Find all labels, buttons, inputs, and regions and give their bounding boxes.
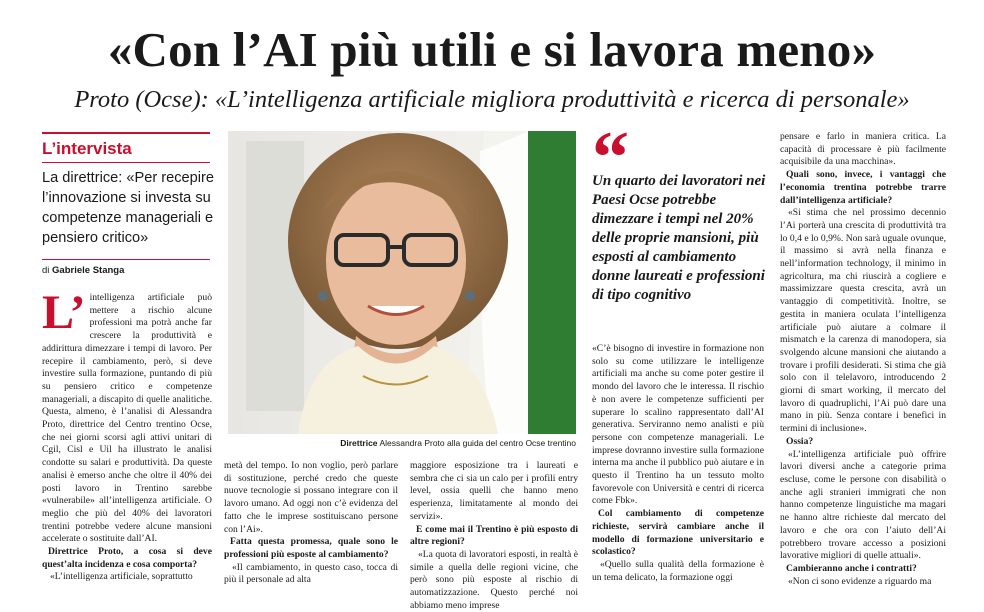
interview-question: Fatta questa promessa, quale sono le professioni più esposte al cambiamento? <box>224 536 398 560</box>
article-paragraph: maggiore esposizione tra i laureati e sembra che ci sia un calo per i profili entry level, ossia quelli che hanno meno esperienza, limitatamente al mondo dei servizi». <box>410 460 578 522</box>
interview-question: Quali sono, invece, i vantaggi che l’economia trentina potrebbe trarre dall’intelligenza artificiale? <box>780 169 946 206</box>
article-paragraph: «Il cambiamento, in questo caso, tocca di più il personale ad alta <box>224 561 398 586</box>
teaser-rule <box>42 162 210 163</box>
photo-caption <box>228 437 576 449</box>
caption-role: Direttrice <box>340 438 378 448</box>
article-paragraph: pensare e farlo in maniera critica. La capacità di processare è più facilmente acquisibile da una macchina». <box>780 131 946 168</box>
pull-quote: Un quarto dei lavoratori nei Paesi Ocse potrebbe dimezzare i tempi nel 20% delle proprie mansioni, più esposti al cambiamento donne laureati e professioni di tipo cognitivo <box>592 173 766 303</box>
section-rule <box>42 132 210 134</box>
article-column-2 <box>224 460 398 598</box>
interview-question: E come mai il Trentino è più esposto di altre regioni? <box>410 523 578 548</box>
article-column-4 <box>592 343 764 598</box>
byline-author: Gabriele Stanga <box>52 265 125 276</box>
quote-mark-icon: “ <box>592 117 629 199</box>
byline-rule <box>42 259 210 260</box>
drop-cap: L’ <box>42 286 86 339</box>
article-column-3 <box>410 460 578 611</box>
article-paragraph: «L’intelligenza artificiale, soprattutto <box>50 571 193 583</box>
article-paragraph: metà del tempo. Io non voglio, però parlare di sostituzione, perché credo che queste nuove tecnologie si possano integrare con il lavoro umano. Ad oggi non c’è evidenza del fatto che le imprese sostituiscano persone con l’Ai». <box>224 460 398 535</box>
interview-question: Direttrice Proto, a cosa si deve quest’alta incidenza e cosa comporta? <box>42 546 212 570</box>
interview-question: Col cambiamento di competenze richieste, servirà cambiare anche il modello di formazione universitario e scolastico? <box>592 508 764 558</box>
article-paragraph: «Si stima che nel prossimo decennio l’Ai porterà una crescita di produttività tra lo 0,4 e lo 0,9%. Non sarà uguale ovunque, il massimo si avrà nella finanza e nell’information technology, il minimo in agricoltura, ma chi riuscirà a cogliere e massimizzare questa crescita, avrà un vantaggio di competitività. Inoltre, se gestita in maniera oculata l’intelligenza artificiale può aiutare a colmare il mismatch e la carenza di manodopera, sia svolgendo alcune mansioni che aiutando a trovare i profili desiderati. Si stima che già solo con il telelavoro, introducendo 2 giorni di smart working, il mercato del lavoro di quadruplichi, l’Ai può dare una mano in più. Senza contare i benefici in termini di inclusione». <box>780 207 946 435</box>
article-column-5 <box>780 131 946 598</box>
article-paragraph: «C’è bisogno di investire in formazione non solo su come utilizzare le intelligenze artificiali ma anche su come poter gestire il mondo del lavoro che le interessa. Il rischio è non avere le competenze sufficienti per superare lo scalino rappresentato dall’AI generativa. Serviranno nemo analisti e più persone con competenze manageriali. Le imprese dovranno investire sulla formazione interna ma anche il pubblico può aiutare e in questo il Trentino ha un tessuto molto favorevole con Università e centri di ricerca come Fbk». <box>592 343 764 507</box>
teaser-text: La direttrice: «Per recepire l’innovazione si investa su competenze manageriali e pensiero critico» <box>42 170 214 246</box>
headline: «Con l’AI più utili e si lavora meno» <box>107 22 877 77</box>
portrait-photo <box>228 131 576 434</box>
section-label: L’intervista <box>42 139 132 158</box>
article-paragraph <box>42 286 212 546</box>
article-column-1 <box>42 286 212 596</box>
article-paragraph: «Quello sulla qualità della formazione è un tema delicato, la formazione oggi <box>592 558 764 583</box>
interview-question: Ossia? <box>786 435 814 447</box>
article-paragraph: «La quota di lavoratori esposti, in realtà è simile a quella delle regioni vicine, che però sono più esposte al rischio di automatizzazione. Questo perché noi abbiamo meno imprese <box>410 548 578 611</box>
article-paragraph: «L’intelligenza artificiale può offrire lavori diversi anche a categorie prima escluse, come le persone con disabilità o anche agli stranieri immigrati che non hanno competenze linguistiche ma magari ne hanno altre richieste dal mercato del lavoro e che ora con l’aiuto dell’Ai potrebbero trovare accesso a posizioni lavorative migliori di quelle attuali». <box>780 448 946 562</box>
subheadline: Proto (Ocse): «L’intelligenza artificiale migliora produttività e ricerca di personale» <box>74 86 910 113</box>
interview-question: Cambieranno anche i contratti? <box>786 562 917 574</box>
caption-text: Alessandra Proto alla guida del centro Ocse trentino <box>379 438 576 448</box>
byline-prefix: di <box>42 265 50 276</box>
paragraph-text: intelligenza artificiale può mettere a rischio alcune professioni ma potrà anche far crescere la produttività e addirittura dimezzare i tempi di lavoro. Per recepire il cambiamento, però, si deve investire sulla formazione, puntando di più su pensiero critico e competenze manageriali, a discapito di quelle analitiche. Questa, almeno, è l’analisi di Alessandra Proto, direttrice del Centro trentino Ocse, che nei giorni scorsi agli attivi unitari di Cgil, Cisl e Uil ha illustrato le analisi condotte su salari e produttività. Da queste analisi è emerso anche che oltre il 40% dei posti lavoro in Trentino sarebbe «vulnerabile» all’intelligenza artificiale. O meglio che più del 40% dei lavoratori trentini potrebbe vedere alcune mansioni accelerate o sostituite dall’AI. <box>42 292 212 545</box>
byline <box>42 264 124 278</box>
article-paragraph: «Non ci sono evidenze a riguardo ma <box>788 575 932 587</box>
